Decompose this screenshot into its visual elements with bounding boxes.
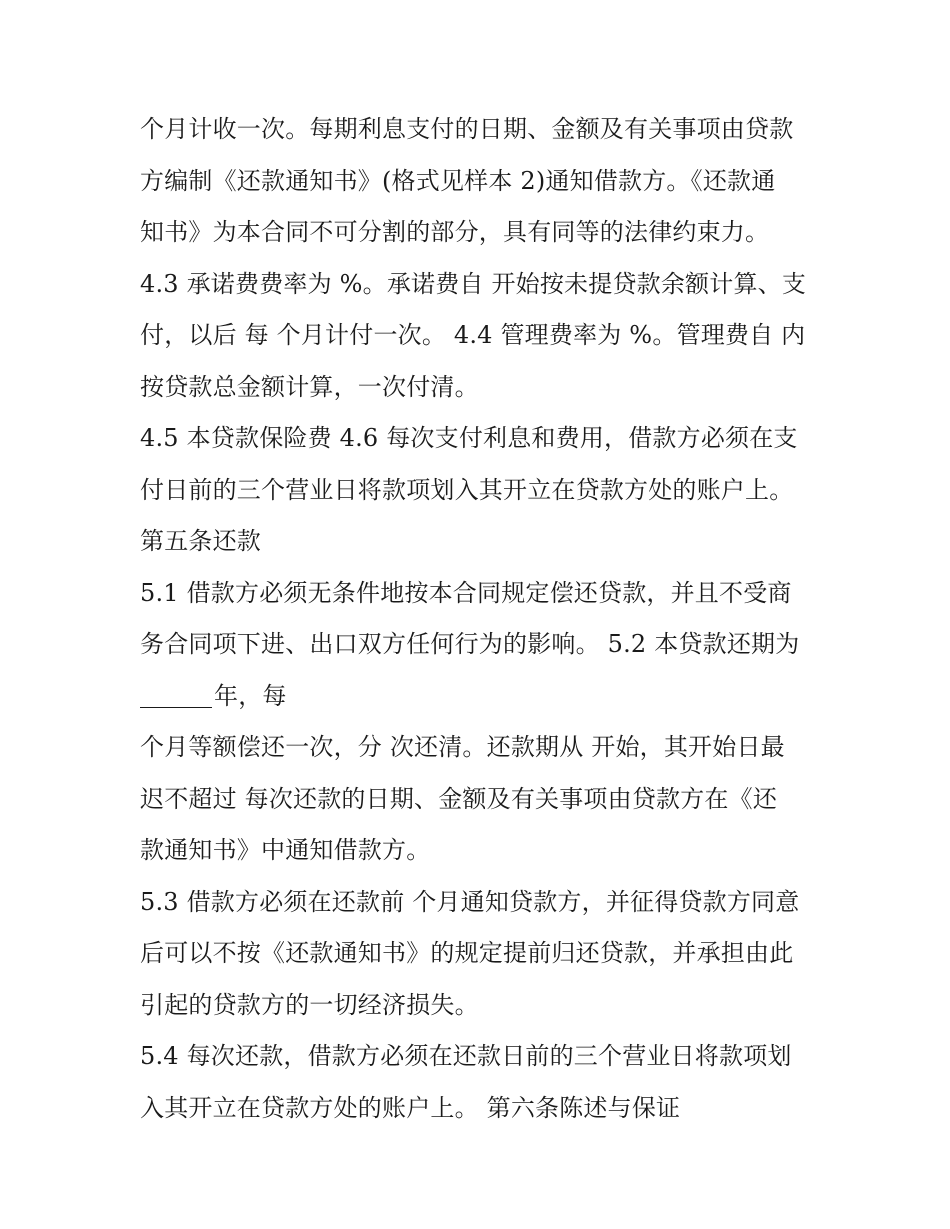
text-line: 方编制《还款通知书》(格式见样本 2)通知借款方。《还款通 [140,166,776,195]
text-line: 5.4 每次还款，借款方必须在还款日前的三个营业日将款项划 [140,1042,792,1070]
text-line: 务合同项下进、出口双方任何行为的影响。 5.2 本贷款还期为 [140,630,800,658]
text-line: 引起的贷款方的一切经济损失。 [140,990,479,1019]
text-line: 4.5 本贷款保险费 4.6 每次支付利息和费用，借款方必须在支 [140,424,798,452]
text-line: 入其开立在贷款方处的账户上。 第六条陈述与保证 [140,1093,681,1122]
text-line: 5.1 借款方必须无条件地按本合同规定偿还贷款，并且不受商 [140,578,792,607]
text-line-with-blank [140,671,820,723]
section-heading: 第五条还款 [140,527,261,555]
fill-in-blank [140,677,212,708]
text-line: 迟不超过 每次还款的日期、金额及有关事项由贷款方在《还 [140,784,778,813]
text-line: 付日前的三个营业日将款项划入其开立在贷款方处的账户上。 [140,475,794,504]
text-line: 款通知书》中通知借款方。 [140,836,431,864]
document-body [140,104,820,1134]
text-line: 知书》为本合同不可分割的部分，具有同等的法律约束力。 [140,218,770,246]
text-line: 按贷款总金额计算，一次付清。 [140,372,479,401]
text-line: 个月等额偿还一次，分 次还清。还款期从 开始，其开始日最 [140,733,785,761]
text-fragment: 年，每 [214,681,287,710]
text-line: 后可以不按《还款通知书》的规定提前归还贷款，并承担由此 [140,939,794,967]
text-line: 付，以后 每 个月计付一次。 4.4 管理费率为 %。管理费自 内 [140,321,806,349]
text-line: 5.3 借款方必须在还款前 个月通知贷款方，并征得贷款方同意 [140,887,800,916]
text-line: 4.3 承诺费费率为 %。承诺费自 开始按未提贷款余额计算、支 [140,269,807,298]
text-line: 个月计收一次。每期利息支付的日期、金额及有关事项由贷款 [140,115,794,143]
